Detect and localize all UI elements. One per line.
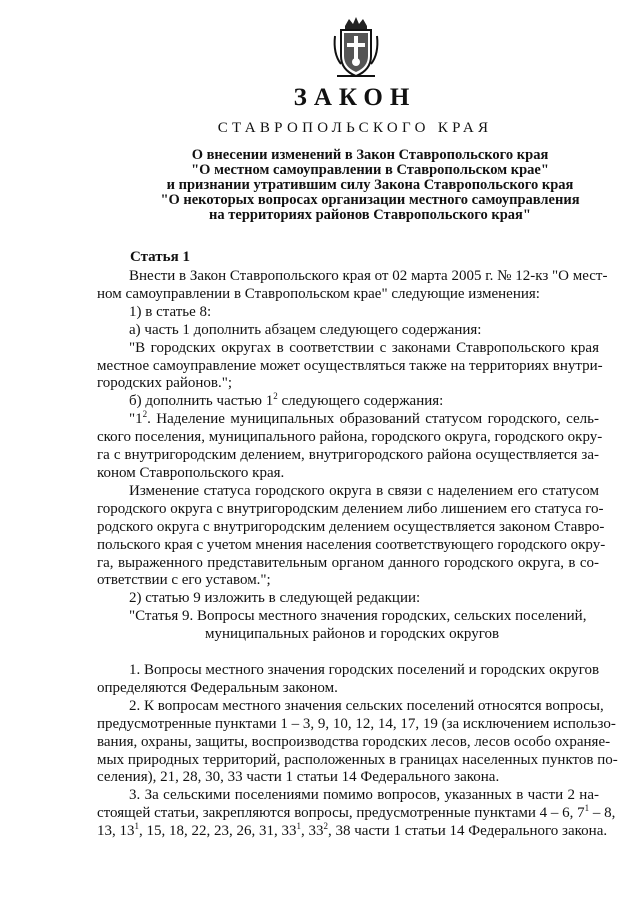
text-line: [97, 411, 599, 429]
superscript: 1: [134, 821, 139, 832]
text-line: 3. За сельскими поселениями помимо вопросов, указанных в части 2 на-: [129, 787, 599, 804]
text-line: Внести в Закон Ставропольского края от 02 марта 2005 г. № 12-кз "О мест-: [129, 268, 608, 284]
text-line: га с внутригородским делением, внутригородского района осуществляется за-: [97, 447, 599, 464]
text-line: предусмотренные пунктами 1 – 3, 9, 10, 12, 14, 17, 19 (за исключением использо-: [97, 715, 616, 732]
article-body: [97, 268, 618, 841]
text-line: га, выраженного представительным органом данного городского округа, в со-: [97, 554, 599, 571]
coat-of-arms-icon: [331, 16, 381, 80]
text-line: 1) в статье 8:: [129, 303, 212, 320]
region-name: СТАВРОПОЛЬСКОГО КРАЯ: [217, 120, 493, 136]
text-line: "В городских округах в соответствии с законами Ставропольского края: [129, 339, 599, 356]
text-fragment: 13, 13: [97, 823, 135, 840]
text-line: городских районов.";: [97, 375, 233, 392]
subtitle-line: "О некоторых вопросах организации местного самоуправления: [160, 192, 580, 208]
text-line: [97, 803, 616, 823]
text-line: "Статья 9. Вопросы местного значения городских, сельских поселений,: [129, 608, 587, 625]
article-heading: Статья 1: [130, 249, 190, 265]
text-line: городского округа с внутригородским делением либо лишением его статуса го-: [97, 500, 604, 517]
text-fragment: "1: [129, 411, 143, 428]
text-line: селения), 21, 28, 30, 33 части 1 статьи 14 Федерального закона.: [97, 769, 500, 786]
blank-line: [97, 644, 599, 662]
text-line: родского округа с внутригородским делением осуществляется законом Ставро-: [97, 518, 605, 535]
text-line: 1. Вопросы местного значения городских поселений и городских округов: [129, 662, 600, 679]
text-fragment: . Наделение муниципальных образований статусом городского, сель-: [147, 411, 599, 428]
text-fragment: , 15, 18, 22, 23, 26, 31, 33: [139, 823, 297, 840]
text-line: польского края с учетом мнения населения соответствующего городского окру-: [97, 536, 606, 553]
text-fragment: б) дополнить частью 1: [129, 393, 274, 410]
text-fragment: , 33: [301, 823, 324, 840]
text-line: ского поселения, муниципального района, городского округа, городского окру-: [97, 429, 603, 446]
subtitle-line: и признании утратившим силу Закона Ставропольского края: [166, 177, 574, 193]
subtitle-line: "О местном самоуправлении в Ставропольском крае": [191, 162, 549, 178]
superscript: 1: [296, 821, 301, 832]
text-line: муниципальных районов и городских округов: [205, 626, 500, 643]
text-line: вания, охраны, защиты, воспроизводства городских лесов, лесов особо охраняе-: [97, 733, 611, 750]
text-line: мых природных территорий, расположенных в границах населенных пунктов по-: [97, 751, 618, 768]
law-title: ЗАКОН: [293, 84, 417, 111]
text-line: местное самоуправление может осуществляться также на территориях внутри-: [97, 357, 603, 374]
text-line: [97, 393, 599, 411]
text-line: коном Ставропольского края.: [97, 464, 285, 481]
text-line: ответствии с его уставом.";: [97, 572, 271, 589]
text-line: определяются Федеральным законом.: [97, 679, 338, 696]
text-fragment: следующего содержания:: [277, 393, 444, 410]
superscript: 1: [584, 803, 590, 814]
text-fragment: , 38 части 1 статьи 14 Федерального закона.: [328, 823, 608, 840]
text-line: Изменение статуса городского округа в связи с наделением его статусом: [129, 482, 599, 499]
superscript: 2: [323, 821, 328, 832]
text-line: [97, 821, 608, 841]
superscript: 2: [142, 409, 148, 420]
subtitle-line: О внесении изменений в Закон Ставропольского края: [191, 147, 549, 163]
text-line: 2) статью 9 изложить в следующей редакции:: [129, 590, 421, 607]
law-subtitle: [100, 148, 640, 223]
text-fragment: стоящей статьи, закрепляются вопросы, предусмотренные пунктами 4 – 6, 7: [97, 805, 585, 822]
text-fragment: – 8,: [589, 805, 616, 822]
text-line: ном самоуправлении в Ставропольском крае" следующие изменения:: [97, 285, 540, 302]
superscript: 2: [273, 391, 278, 402]
text-line: а) часть 1 дополнить абзацем следующего содержания:: [129, 321, 482, 338]
subtitle-line: на территориях районов Ставропольского края": [209, 207, 531, 223]
text-line: 2. К вопросам местного значения сельских поселений относятся вопросы,: [129, 697, 604, 714]
